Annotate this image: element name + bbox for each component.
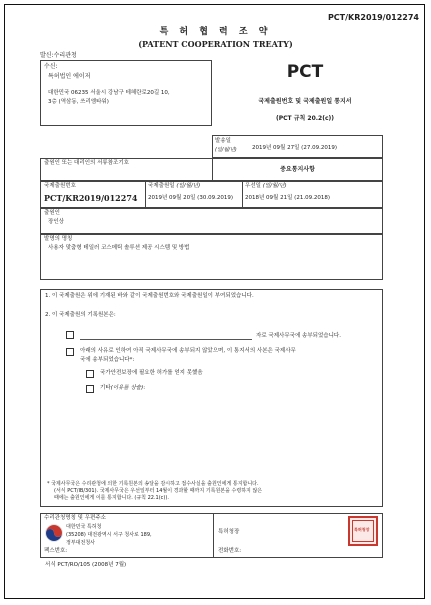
notice-item-1: 1. 이 국제출원은 위에 기재된 바와 같이 국제출원번호와 국제출원일이 부여되었습니다. <box>45 293 254 299</box>
dispatch-label: 발송일 <box>215 138 231 144</box>
notice-item-2: 2. 이 국제출원의 기록원본은: <box>45 312 116 318</box>
footnote-1: * 국제사무국은 수리관청에 의한 기록원본의 송달을 감시하고 접수사실을 출원인에게 통지합니다. <box>47 481 259 487</box>
sub-option-1-text: 국가안전보장에 필요한 허가를 얻지 못했음 <box>100 370 203 376</box>
office-address-2: 정부대전청사 <box>66 540 95 546</box>
recipient-label: 수신: <box>44 63 58 70</box>
sender-label: 발신:수리관청 <box>40 52 77 59</box>
official-seal <box>348 516 378 546</box>
ref-number: PCT/KR2019/012274 <box>327 13 419 22</box>
notice-rule: (PCT 규칙 20.2(c)) <box>276 115 334 122</box>
applicant-row <box>40 208 383 234</box>
priority-value: 2018년 09월 21일 (21.09.2018) <box>245 195 330 201</box>
recipient-address-1: 대한민국 06235 서울시 강남구 테헤란로20길 10, <box>48 90 170 96</box>
option-b-line-1: 아래의 사유로 인하여 아직 국제사무국에 송부되지 않았으며, 이 통지서의 사본은 국제사무 <box>80 348 296 354</box>
applicant-label: 출원인 <box>44 210 60 216</box>
notice-body <box>40 289 383 507</box>
option-a-date-line <box>80 339 252 340</box>
intl-date-label: 국제출원일 (일/월/년) <box>148 183 201 189</box>
invention-value: 사용자 맞춤형 테일러 코스메틱 솔루션 제공 시스템 및 방법 <box>48 245 190 251</box>
footnote-2: (서식 PCT/IB/301). 국제사무국은 우선일부터 14월이 경과할 때까지 기록원본을 수령하지 않은 <box>54 488 263 494</box>
phone-label: 전화번호: <box>218 548 242 554</box>
treaty-title-en: (PATENT COOPERATION TREATY) <box>138 39 293 49</box>
pct-big-title: PCT <box>286 62 324 82</box>
option-b-line-2: 국에 송부되었습니다*: <box>80 357 135 363</box>
sub-option-2-text: 기타(이유를 상술): <box>100 385 146 391</box>
intl-app-no: PCT/KR2019/012274 <box>44 193 138 203</box>
officer-label: 특허청장 <box>218 529 240 535</box>
sub-option-1-checkbox[interactable] <box>86 370 94 378</box>
dispatch-date: 2019년 09월 27일 (27.09.2019) <box>252 145 337 151</box>
priority-label: 우선일 (일/월/년) <box>245 183 287 189</box>
filing-divider-1 <box>145 181 146 208</box>
kipo-logo <box>45 524 63 542</box>
invention-label: 발명의 명칭 <box>44 236 73 242</box>
applicant-value: 장인상 <box>48 219 64 225</box>
fax-label: 팩스번호: <box>44 548 68 554</box>
footnote-3: 때에는 출원인에게 이를 통지합니다. (규칙 22.1(c)). <box>54 495 169 501</box>
recipient-name: 특허법인 에이저 <box>48 73 91 80</box>
intl-app-no-label: 국제출원번호 <box>44 183 76 189</box>
important-notice: 중요통지사항 <box>280 166 315 173</box>
invention-row <box>40 234 383 280</box>
sub-option-2-checkbox[interactable] <box>86 385 94 393</box>
option-b-checkbox[interactable] <box>66 348 74 356</box>
option-a-checkbox[interactable] <box>66 331 74 339</box>
office-name: 대한민국 특허청 <box>66 524 102 530</box>
filing-divider-2 <box>242 181 243 208</box>
office-divider <box>213 513 214 558</box>
treaty-title-kr: 특 허 협 력 조 약 <box>159 27 272 37</box>
dispatch-label-sub: (일/월/년) <box>215 147 237 153</box>
seal-text: 특허청장 <box>354 527 370 532</box>
recipient-address-2: 3층 (역삼동, 쓰리엠타워) <box>48 99 109 105</box>
option-a-text: 자로 국제사무국에 송부되었습니다. <box>256 333 341 339</box>
notice-title: 국제출원번호 및 국제출원일 통지서 <box>258 98 352 105</box>
office-label: 수리관청명칭 및 우편주소 <box>44 515 106 521</box>
form-code: 서식 PCT/RO/105 (2008년 7월) <box>45 562 127 568</box>
applicant-ref-label: 출원인 또는 대리인의 서류참조기호 <box>44 160 129 166</box>
office-address-1: (35208) 대전광역시 서구 청사로 189, <box>66 532 152 538</box>
intl-date-value: 2019년 09월 20일 (30.09.2019) <box>148 195 233 201</box>
